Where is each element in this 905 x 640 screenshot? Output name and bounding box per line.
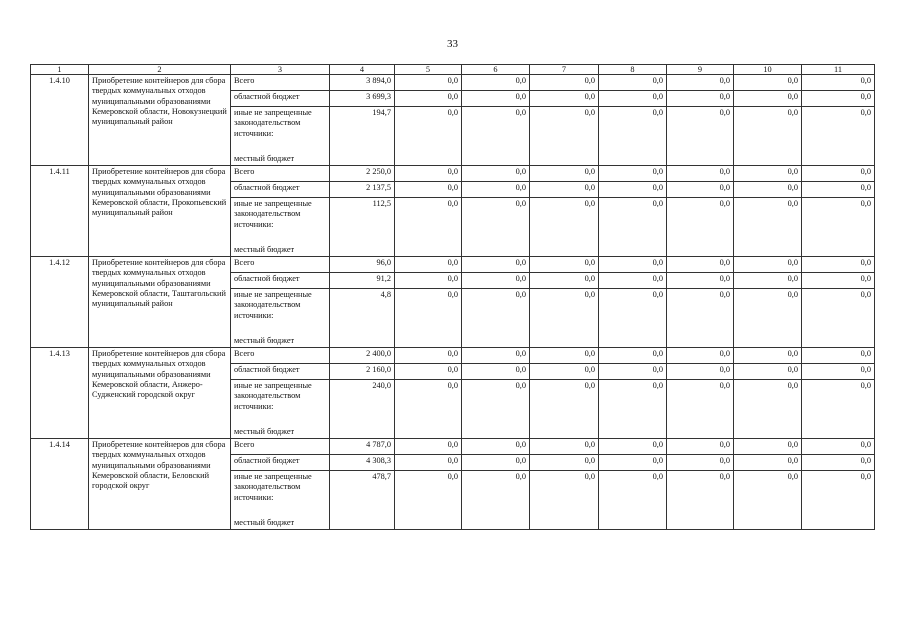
value-cell: 0,0 xyxy=(462,198,530,257)
value-cell: 0,0 xyxy=(530,107,599,166)
source-other-label: иные не запрещенные законодательством источники: xyxy=(234,472,312,502)
value-cell: 0,0 xyxy=(599,198,667,257)
value-cell: 0,0 xyxy=(599,455,667,471)
value-cell: 0,0 xyxy=(667,91,734,107)
source-other-cell xyxy=(231,289,330,348)
value-cell: 0,0 xyxy=(530,380,599,439)
value-cell: 478,7 xyxy=(330,471,395,530)
value-cell: 0,0 xyxy=(734,380,802,439)
value-cell: 0,0 xyxy=(734,107,802,166)
value-cell: 0,0 xyxy=(802,107,875,166)
value-cell: 0,0 xyxy=(462,273,530,289)
value-cell: 0,0 xyxy=(667,289,734,348)
value-cell: 0,0 xyxy=(395,348,462,364)
value-cell: 0,0 xyxy=(530,455,599,471)
value-cell: 0,0 xyxy=(530,439,599,455)
value-cell: 0,0 xyxy=(734,364,802,380)
value-cell: 0,0 xyxy=(734,348,802,364)
value-cell: 96,0 xyxy=(330,257,395,273)
value-cell: 2 250,0 xyxy=(330,166,395,182)
value-cell: 0,0 xyxy=(802,257,875,273)
source-other-wrap xyxy=(234,199,326,255)
source-regional-label: областной бюджет xyxy=(231,364,330,380)
table-row xyxy=(31,348,875,364)
source-regional-label: областной бюджет xyxy=(231,455,330,471)
value-cell: 0,0 xyxy=(599,91,667,107)
value-cell: 0,0 xyxy=(667,166,734,182)
source-local-label: местный бюджет xyxy=(234,153,295,163)
source-total-label: Всего xyxy=(231,75,330,91)
value-cell: 4,8 xyxy=(330,289,395,348)
value-cell: 0,0 xyxy=(599,182,667,198)
column-number: 1 xyxy=(31,65,89,75)
source-local-label: местный бюджет xyxy=(234,244,295,254)
value-cell: 0,0 xyxy=(395,107,462,166)
value-cell: 0,0 xyxy=(530,91,599,107)
value-cell: 0,0 xyxy=(462,455,530,471)
value-cell: 0,0 xyxy=(530,198,599,257)
value-cell: 0,0 xyxy=(802,273,875,289)
column-number: 3 xyxy=(231,65,330,75)
source-regional-label: областной бюджет xyxy=(231,273,330,289)
value-cell: 0,0 xyxy=(395,471,462,530)
source-local-label: местный бюджет xyxy=(234,426,295,436)
source-other-label: иные не запрещенные законодательством источники: xyxy=(234,108,312,138)
table-row xyxy=(31,75,875,91)
column-number: 8 xyxy=(599,65,667,75)
source-regional-label: областной бюджет xyxy=(231,91,330,107)
item-description: Приобретение контейнеров для сбора твердых коммунальных отходов муниципальными образованиями Кемеровской области, Новокузнецкий муниципальный район xyxy=(89,75,231,166)
value-cell: 0,0 xyxy=(802,471,875,530)
source-other-cell xyxy=(231,471,330,530)
value-cell: 0,0 xyxy=(530,273,599,289)
value-cell: 0,0 xyxy=(599,273,667,289)
source-other-cell xyxy=(231,107,330,166)
item-description: Приобретение контейнеров для сбора твердых коммунальных отходов муниципальными образованиями Кемеровской области, Анжеро-Судженский городской округ xyxy=(89,348,231,439)
value-cell: 0,0 xyxy=(667,257,734,273)
value-cell: 0,0 xyxy=(395,182,462,198)
value-cell: 0,0 xyxy=(599,107,667,166)
value-cell: 0,0 xyxy=(395,198,462,257)
value-cell: 0,0 xyxy=(599,289,667,348)
source-other-wrap xyxy=(234,290,326,346)
value-cell: 3 894,0 xyxy=(330,75,395,91)
value-cell: 0,0 xyxy=(599,380,667,439)
value-cell: 0,0 xyxy=(462,107,530,166)
value-cell: 0,0 xyxy=(734,257,802,273)
value-cell: 0,0 xyxy=(667,273,734,289)
table-body xyxy=(31,65,875,530)
value-cell: 0,0 xyxy=(530,257,599,273)
source-total-label: Всего xyxy=(231,348,330,364)
source-local-label: местный бюджет xyxy=(234,517,295,527)
value-cell: 0,0 xyxy=(462,91,530,107)
value-cell: 3 699,3 xyxy=(330,91,395,107)
table-row xyxy=(31,439,875,455)
value-cell: 2 400,0 xyxy=(330,348,395,364)
source-other-wrap xyxy=(234,472,326,528)
column-number: 6 xyxy=(462,65,530,75)
value-cell: 0,0 xyxy=(667,75,734,91)
value-cell: 240,0 xyxy=(330,380,395,439)
value-cell: 0,0 xyxy=(734,198,802,257)
value-cell: 0,0 xyxy=(734,75,802,91)
table-row xyxy=(31,166,875,182)
value-cell: 194,7 xyxy=(330,107,395,166)
value-cell: 0,0 xyxy=(530,348,599,364)
value-cell: 0,0 xyxy=(462,380,530,439)
value-cell: 0,0 xyxy=(530,471,599,530)
value-cell: 0,0 xyxy=(395,289,462,348)
value-cell: 0,0 xyxy=(462,75,530,91)
source-total-label: Всего xyxy=(231,439,330,455)
value-cell: 0,0 xyxy=(734,439,802,455)
item-code: 1.4.12 xyxy=(31,257,89,348)
value-cell: 0,0 xyxy=(395,75,462,91)
value-cell: 0,0 xyxy=(734,289,802,348)
value-cell: 0,0 xyxy=(734,455,802,471)
value-cell: 0,0 xyxy=(802,380,875,439)
value-cell: 0,0 xyxy=(530,166,599,182)
value-cell: 0,0 xyxy=(599,257,667,273)
source-other-cell xyxy=(231,380,330,439)
column-number-row xyxy=(31,65,875,75)
page-number: 33 xyxy=(447,38,458,50)
value-cell: 0,0 xyxy=(530,75,599,91)
value-cell: 0,0 xyxy=(395,91,462,107)
value-cell: 0,0 xyxy=(667,348,734,364)
column-number: 7 xyxy=(530,65,599,75)
value-cell: 0,0 xyxy=(462,364,530,380)
value-cell: 4 787,0 xyxy=(330,439,395,455)
value-cell: 0,0 xyxy=(599,348,667,364)
item-description: Приобретение контейнеров для сбора твердых коммунальных отходов муниципальными образованиями Кемеровской области, Прокопьевский муниципальный район xyxy=(89,166,231,257)
value-cell: 0,0 xyxy=(395,380,462,439)
value-cell: 0,0 xyxy=(802,364,875,380)
value-cell: 0,0 xyxy=(802,348,875,364)
value-cell: 0,0 xyxy=(462,257,530,273)
column-number: 5 xyxy=(395,65,462,75)
value-cell: 0,0 xyxy=(462,166,530,182)
value-cell: 0,0 xyxy=(395,364,462,380)
value-cell: 4 308,3 xyxy=(330,455,395,471)
value-cell: 0,0 xyxy=(395,455,462,471)
value-cell: 0,0 xyxy=(734,471,802,530)
source-other-wrap xyxy=(234,108,326,164)
value-cell: 0,0 xyxy=(667,471,734,530)
value-cell: 0,0 xyxy=(599,471,667,530)
value-cell: 91,2 xyxy=(330,273,395,289)
value-cell: 0,0 xyxy=(734,182,802,198)
value-cell: 0,0 xyxy=(802,289,875,348)
value-cell: 0,0 xyxy=(734,273,802,289)
value-cell: 0,0 xyxy=(395,273,462,289)
source-other-wrap xyxy=(234,381,326,437)
value-cell: 0,0 xyxy=(802,455,875,471)
value-cell: 0,0 xyxy=(599,166,667,182)
item-description: Приобретение контейнеров для сбора твердых коммунальных отходов муниципальными образованиями Кемеровской области, Таштагольский муниципальный район xyxy=(89,257,231,348)
value-cell: 0,0 xyxy=(395,257,462,273)
value-cell: 0,0 xyxy=(462,348,530,364)
item-code: 1.4.10 xyxy=(31,75,89,166)
source-local-label: местный бюджет xyxy=(234,335,295,345)
value-cell: 0,0 xyxy=(667,380,734,439)
value-cell: 0,0 xyxy=(667,182,734,198)
column-number: 4 xyxy=(330,65,395,75)
table-row xyxy=(31,257,875,273)
value-cell: 0,0 xyxy=(530,289,599,348)
value-cell: 0,0 xyxy=(667,439,734,455)
item-code: 1.4.14 xyxy=(31,439,89,530)
source-other-label: иные не запрещенные законодательством источники: xyxy=(234,381,312,411)
source-regional-label: областной бюджет xyxy=(231,182,330,198)
value-cell: 0,0 xyxy=(599,75,667,91)
value-cell: 0,0 xyxy=(802,166,875,182)
item-code: 1.4.13 xyxy=(31,348,89,439)
value-cell: 0,0 xyxy=(802,182,875,198)
value-cell: 0,0 xyxy=(667,198,734,257)
value-cell: 0,0 xyxy=(462,289,530,348)
value-cell: 2 160,0 xyxy=(330,364,395,380)
column-number: 2 xyxy=(89,65,231,75)
budget-table xyxy=(30,64,875,530)
source-other-label: иные не запрещенные законодательством источники: xyxy=(234,199,312,229)
value-cell: 2 137,5 xyxy=(330,182,395,198)
value-cell: 0,0 xyxy=(734,166,802,182)
value-cell: 0,0 xyxy=(530,182,599,198)
value-cell: 0,0 xyxy=(802,439,875,455)
value-cell: 0,0 xyxy=(462,182,530,198)
source-other-label: иные не запрещенные законодательством источники: xyxy=(234,290,312,320)
value-cell: 0,0 xyxy=(462,439,530,455)
value-cell: 0,0 xyxy=(599,439,667,455)
item-description: Приобретение контейнеров для сбора твердых коммунальных отходов муниципальными образованиями Кемеровской области, Беловский городской округ xyxy=(89,439,231,530)
item-code: 1.4.11 xyxy=(31,166,89,257)
value-cell: 0,0 xyxy=(530,364,599,380)
value-cell: 0,0 xyxy=(395,439,462,455)
value-cell: 0,0 xyxy=(599,364,667,380)
value-cell: 0,0 xyxy=(667,364,734,380)
source-total-label: Всего xyxy=(231,257,330,273)
column-number: 9 xyxy=(667,65,734,75)
value-cell: 112,5 xyxy=(330,198,395,257)
value-cell: 0,0 xyxy=(802,91,875,107)
source-total-label: Всего xyxy=(231,166,330,182)
value-cell: 0,0 xyxy=(734,91,802,107)
value-cell: 0,0 xyxy=(802,75,875,91)
value-cell: 0,0 xyxy=(667,107,734,166)
source-other-cell xyxy=(231,198,330,257)
column-number: 10 xyxy=(734,65,802,75)
value-cell: 0,0 xyxy=(462,471,530,530)
column-number: 11 xyxy=(802,65,875,75)
value-cell: 0,0 xyxy=(395,166,462,182)
value-cell: 0,0 xyxy=(667,455,734,471)
value-cell: 0,0 xyxy=(802,198,875,257)
